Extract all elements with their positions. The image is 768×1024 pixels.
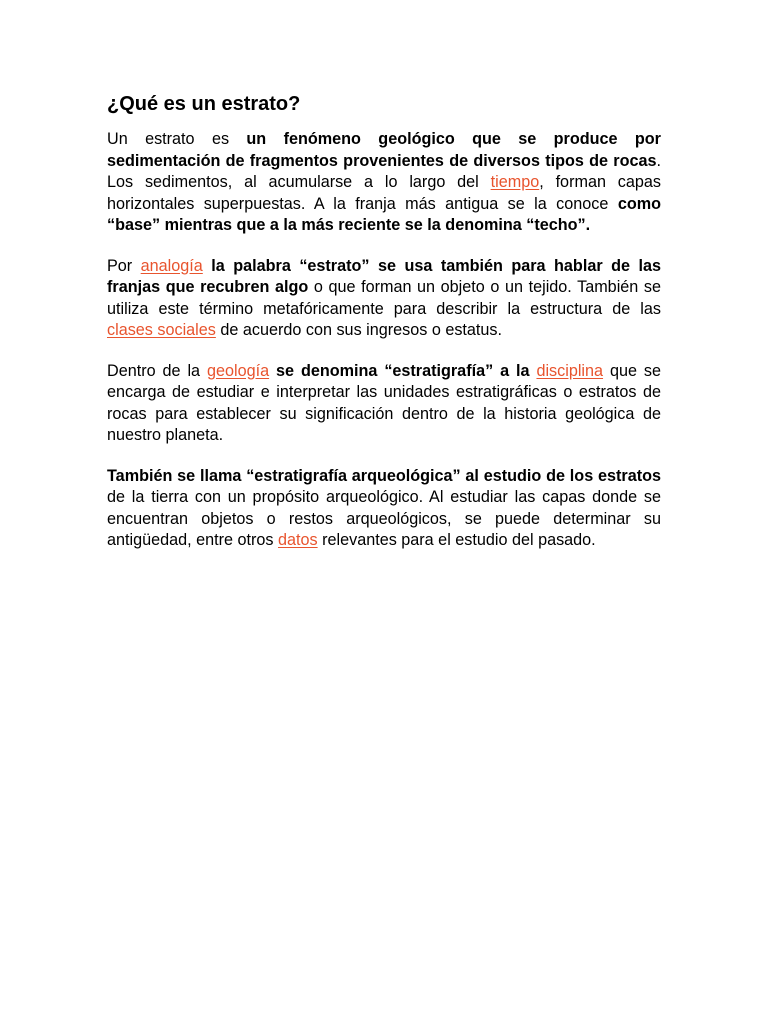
p4-text-2: relevantes para el estudio del pasado. — [317, 531, 596, 549]
p4-text-1: de la tierra con un propósito arqueológico. Al estudiar las capas donde se encuentran objetos o restos arqueológicos, se puede determinar su antigüedad, entre otros — [107, 488, 661, 549]
link-tiempo[interactable]: tiempo — [490, 173, 540, 191]
link-geologia[interactable]: geología — [206, 361, 270, 380]
paragraph-archaeology — [107, 466, 661, 552]
link-clases-sociales[interactable]: clases sociales — [107, 321, 216, 339]
paragraph-analogy — [107, 256, 661, 342]
link-datos[interactable]: datos — [278, 531, 318, 549]
p2-text-2: o que forman un objeto o un tejido. También se utiliza este término metafóricamente para describir la estructura de las — [107, 278, 661, 318]
p1-text-1: Un estrato es — [107, 130, 247, 148]
p1-bold-2: como “base” mientras que a la más reciente se la denomina “techo”. — [107, 194, 661, 234]
link-analogia[interactable]: analogía — [140, 256, 203, 275]
paragraph-definition — [107, 129, 661, 237]
p3-text-1: Dentro de la — [107, 361, 207, 380]
p3-bold-1: se denomina “estratigrafía” a la — [269, 361, 537, 380]
p2-text-3: de acuerdo con sus ingresos o estatus. — [215, 321, 503, 339]
p1-bold-1: un fenómeno geológico que se produce por sedimentación de fragmentos provenientes de diversos tipos de rocas — [107, 130, 661, 170]
p3-text-2: que se encarga de estudiar e interpretar las unidades estratigráficas o estratos de rocas para establecer su significación dentro de la historia geológica de nuestro planeta. — [107, 361, 661, 444]
p2-bold-1: la palabra “estrato” se usa también para hablar de las franjas que recubren algo — [107, 256, 661, 296]
link-disciplina[interactable]: disciplina — [536, 361, 604, 380]
page-title: ¿Qué es un estrato? — [107, 93, 301, 115]
paragraph-geology — [107, 361, 661, 447]
document-page — [107, 90, 661, 571]
p1-text-3: , forman capas horizontales superpuestas. A la franja más antigua se la conoce — [107, 173, 661, 213]
p4-bold-1: También se llama “estratigrafía arqueológica” al estudio de los estratos — [107, 466, 661, 485]
p1-text-2: . Los sedimentos, al acumularse a lo largo del — [107, 151, 661, 191]
p2-text-1: Por — [107, 256, 141, 275]
